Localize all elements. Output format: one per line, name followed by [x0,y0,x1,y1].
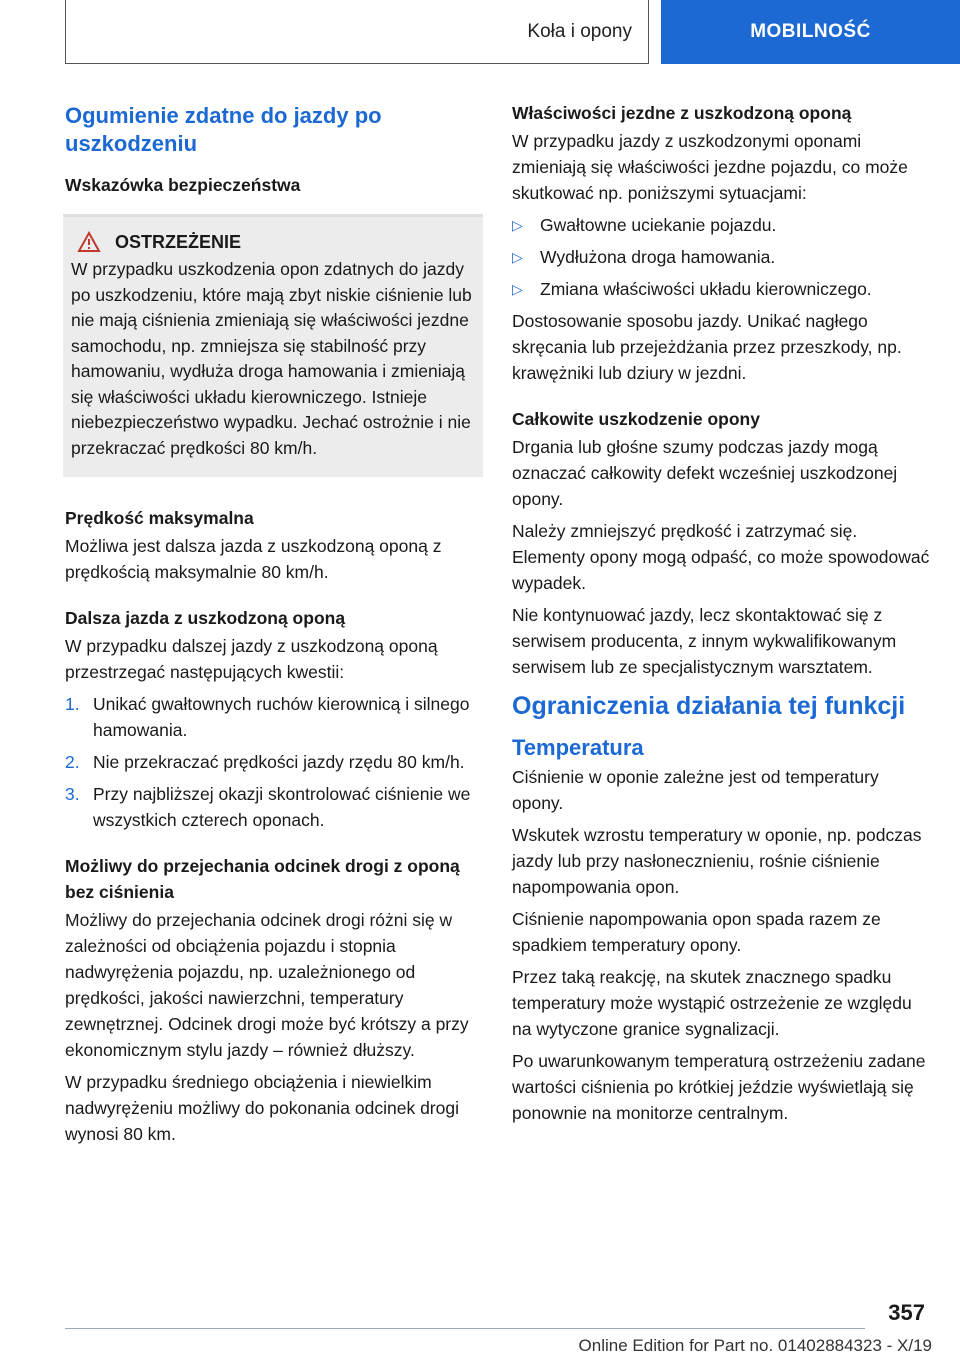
distance-text-1: Możliwy do przejechania odcinek drogi różni się w zależności od obciążenia pojazdu i stopnia nadwyrężenia pojazdu, np. uzależnionego od prędkości, jakości nawierzchni, temperatury zewnętrznej. Odcinek drogi może być krótszy a przy ekonomicznym stylu jazdy – również dłuższy. [65,910,469,1060]
warning-triangle-icon [77,231,101,253]
bullet-triangle-icon: ▷ [512,249,523,265]
distance-text-2: W przypadku średniego obciążenia i niewielkim nadwyrężeniu możliwy do pokonania odcinek drogi wynosi 80 km. [65,1072,459,1144]
total-damage-text-2: Należy zmniejszyć prędkość i zatrzymać się. Elementy opony mogą odpaść, co może spowodować wypadek. [512,521,930,593]
list-item [65,749,481,775]
list-number: 2. [65,752,80,772]
warning-box [63,214,483,477]
footer-divider [65,1328,865,1329]
warning-text: W przypadku uszkodzenia opon zdatnych do jazdy po uszkodzeniu, które mają zbyt niskie ciśnienie lub nie mają ciśnienia zmieniają się właściwości jezdne samochodu, np. zmniejsza się stabilność przy hamowaniu, wydłuża droga hamowania i zmieniają się właściwości układu kierowniczego. Istnieje niebezpieczeństwo wypadku. Jechać ostrożnie i nie przekraczać prędkości 80 km/h. [71,259,472,458]
header-chapter [661,0,960,64]
temperature-text-4: Przez taką reakcję, na skutek znacznego spadku temperatury może wystąpić ostrzeżenie ze względu na wytyczone granice sygnalizacji. [512,967,912,1039]
continue-heading: Dalsza jazda z uszkodzoną oponą [65,608,346,628]
list-text: Unikać gwałtownych ruchów kierownicą i silnego hamowania. [93,694,470,740]
temperature-heading: Temperatura [512,735,644,760]
bullet-triangle-icon: ▷ [512,217,523,233]
list-text: Wydłużona droga hamowania. [540,247,776,267]
temperature-text-1: Ciśnienie w oponie zależne jest od temperatury opony. [512,767,879,813]
temperature-text-5: Po uwarunkowanym temperaturą ostrzeżeniu zadane wartości ciśnienia po krótkiej jeździe wyświetlają się ponownie na monitorze centralnym. [512,1051,926,1123]
list-item [65,781,481,833]
temperature-text-2: Wskutek wzrostu temperatury w oponie, np. podczas jazdy lub przy nasłonecznieniu, rośnie ciśnienie napompowania opon. [512,825,922,897]
list-text: Nie przekraczać prędkości jazdy rzędu 80 km/h. [93,752,465,772]
total-damage-heading: Całkowite uszkodzenie opony [512,409,760,429]
limits-title: Ograniczenia działania tej funkcji [512,692,906,720]
list-number: 3. [65,784,80,804]
handling-intro: W przypadku jazdy z uszkodzonymi oponami zmieniają się właściwości jezdne pojazdu, co może skutkować np. poniższymi sytuacjami: [512,131,908,203]
safety-heading: Wskazówka bezpieczeństwa [65,175,301,195]
list-number: 1. [65,694,80,714]
max-speed-text: Możliwa jest dalsza jazda z uszkodzoną oponą z prędkością maksymalnie 80 km/h. [65,536,442,582]
footer-edition: Online Edition for Part no. 01402884323 - X/19 [578,1336,932,1355]
total-damage-text-1: Drgania lub głośne szumy podczas jazdy mogą oznaczać całkowity defekt wcześniej uszkodzonej opony. [512,437,898,509]
list-item [65,691,481,743]
continue-intro: W przypadku dalszej jazdy z uszkodzoną oponą przestrzegać następujących kwestii: [65,636,438,682]
distance-heading: Możliwy do przejechania odcinek drogi z oponą bez ciśnienia [65,856,460,902]
handling-heading: Właściwości jezdne z uszkodzoną oponą [512,103,852,123]
left-column [65,100,481,1153]
section-title: Ogumienie zdatne do jazdy po uszkodzeniu [65,103,382,156]
handling-outro: Dostosowanie sposobu jazdy. Unikać nagłego skręcania lub przejeżdżania przez przeszkody, np. krawężniki lub dziury w jezdni. [512,311,902,383]
temperature-text-3: Ciśnienie napompowania opon spada razem ze spadkiem temperatury opony. [512,909,881,955]
list-text: Przy najbliższej okazji skontrolować ciśnienie we wszystkich czterech oponach. [93,784,471,830]
max-speed-heading: Prędkość maksymalna [65,508,254,528]
list-item [512,244,932,270]
bullet-triangle-icon: ▷ [512,281,523,297]
warning-label: OSTRZEŻENIE [115,231,242,252]
header-chapter-label: MOBILNOŚĆ [750,21,871,42]
page-number: 357 [888,1300,925,1325]
list-text: Gwałtowne uciekanie pojazdu. [540,215,777,235]
list-item [512,276,932,302]
header-section-label: Koła i opony [527,20,632,42]
warning-title [77,231,475,253]
total-damage-text-3: Nie kontynuować jazdy, lecz skontaktować się z serwisem producenta, z innym wykwalifikowanym serwisem lub ze specjalistycznym warsztatem. [512,605,897,677]
list-item [512,212,932,238]
list-text: Zmiana właściwości układu kierowniczego. [540,279,872,299]
header-section [65,0,649,64]
right-column [512,100,932,1132]
